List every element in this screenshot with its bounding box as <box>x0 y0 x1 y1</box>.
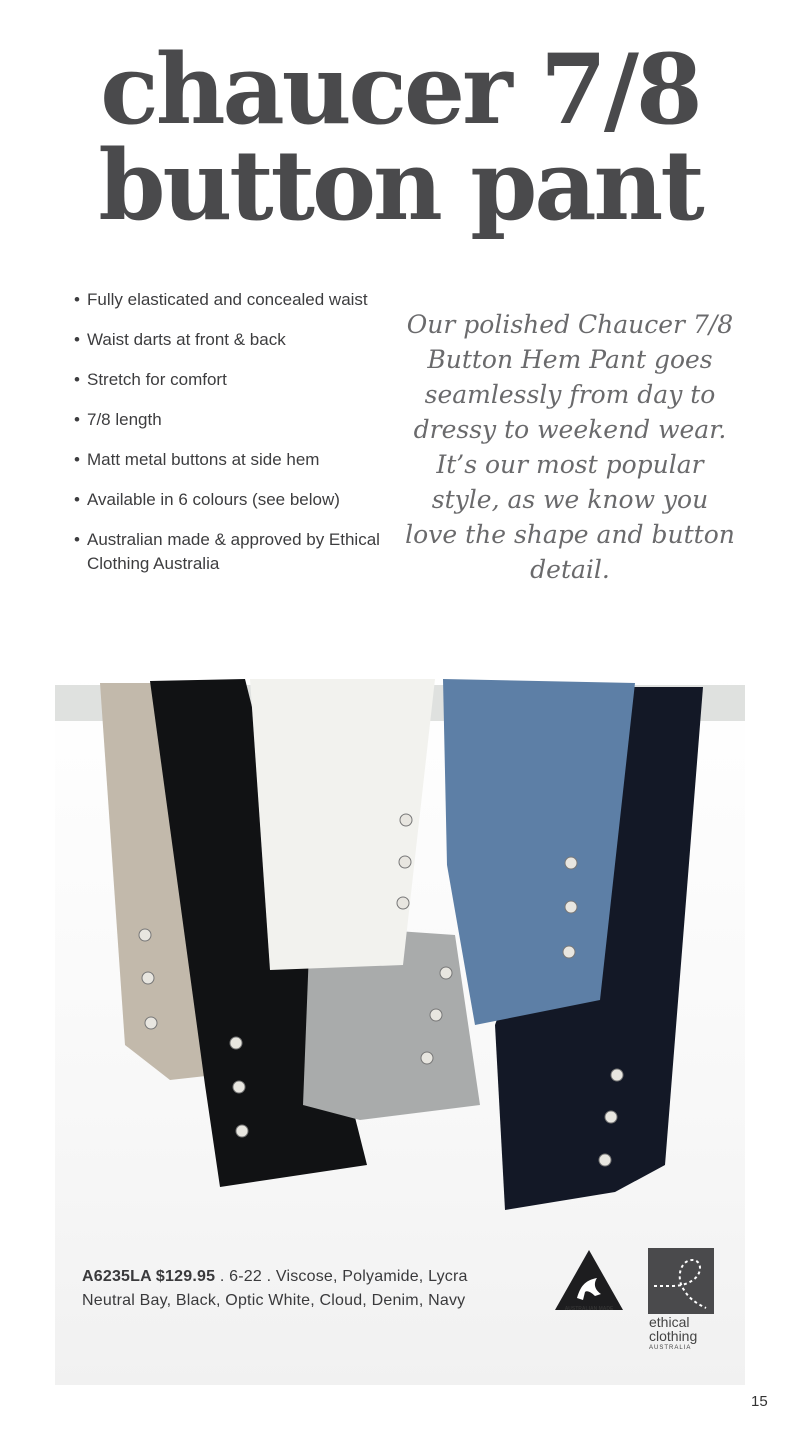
button <box>400 814 412 826</box>
button <box>563 946 575 958</box>
feature-item: • Available in 6 colours (see below) <box>74 488 394 512</box>
button <box>605 1111 617 1123</box>
intro-paragraph: Our polished Chaucer 7/8 Button Hem Pant goes seamlessly from day to dressy to weekend wear. It’s our most popular style, as we know you love the shape and button detail. <box>405 310 735 584</box>
feature-item: • 7/8 length <box>74 408 394 432</box>
button <box>139 929 151 941</box>
ethical-clothing-logo <box>648 1248 714 1314</box>
product-details: . 6-22 . Viscose, Polyamide, Lycra <box>219 1268 468 1285</box>
title-line-2: button pant <box>98 129 702 242</box>
australian-made-label: AUSTRALIAN MADE <box>564 1306 614 1312</box>
product-code-price: A6235LA $129.95 <box>82 1268 216 1285</box>
button <box>421 1052 433 1064</box>
button <box>397 897 409 909</box>
button <box>440 967 452 979</box>
ethical-clothing-label <box>649 1315 697 1353</box>
button <box>236 1125 248 1137</box>
ethical-line-2: clothing <box>649 1328 698 1344</box>
product-colours: Neutral Bay, Black, Optic White, Cloud, Denim, Navy <box>82 1292 466 1309</box>
feature-item: • Waist darts at front & back <box>74 328 394 352</box>
ethical-line-3: AUSTRALIA <box>649 1345 692 1351</box>
feature-item: • Australian made & approved by Ethical Clothing Australia <box>74 528 394 576</box>
title-line-1: chaucer 7/8 <box>100 33 700 146</box>
feature-list <box>74 288 394 592</box>
page-number: 15 <box>751 1393 768 1410</box>
feature-item: • Stretch for comfort <box>74 368 394 392</box>
button <box>565 857 577 869</box>
button <box>399 856 411 868</box>
product-spec <box>82 1265 468 1313</box>
feature-item: • Fully elasticated and concealed waist <box>74 288 394 312</box>
button <box>565 901 577 913</box>
button <box>430 1009 442 1021</box>
button <box>230 1037 242 1049</box>
ethical-line-1: ethical <box>649 1314 690 1330</box>
page-title <box>0 33 800 242</box>
button <box>142 972 154 984</box>
button <box>611 1069 623 1081</box>
button <box>599 1154 611 1166</box>
button <box>145 1017 157 1029</box>
button <box>233 1081 245 1093</box>
feature-item: • Matt metal buttons at side hem <box>74 448 394 472</box>
